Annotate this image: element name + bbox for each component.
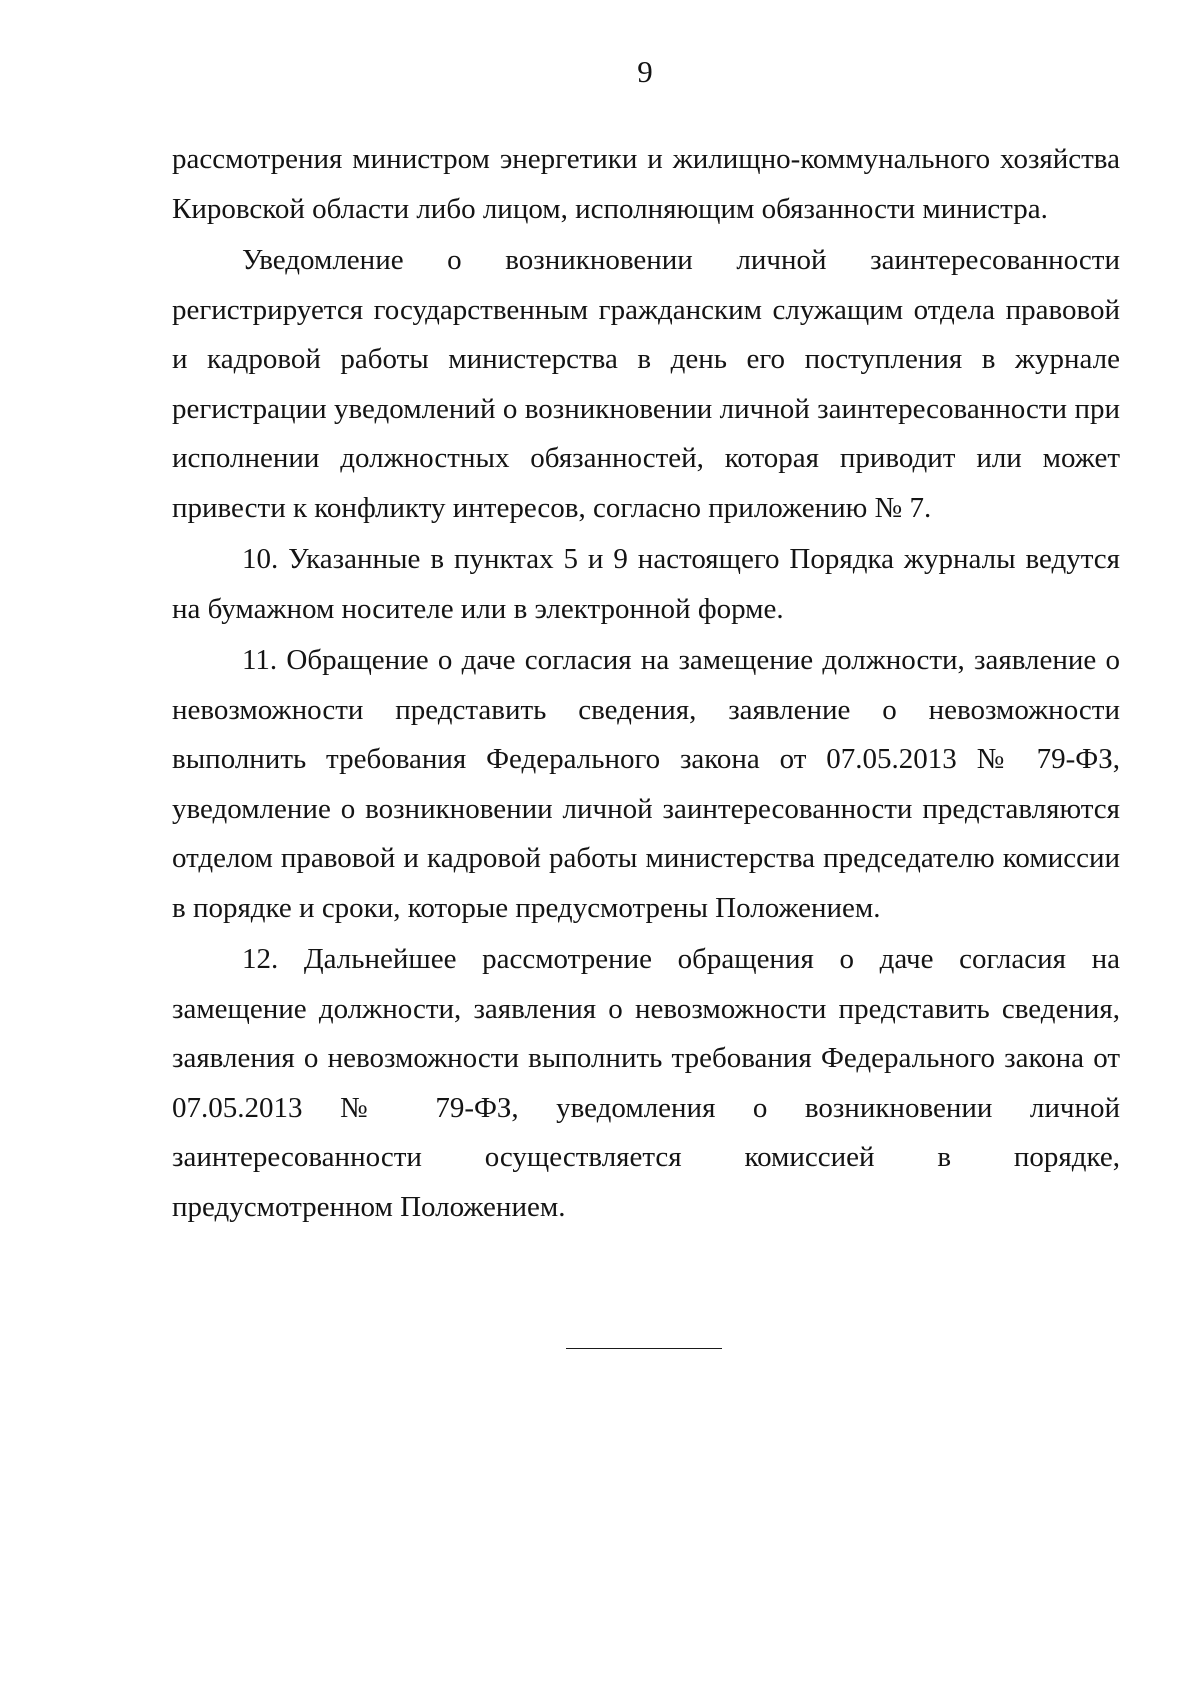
paragraph-item-12: 12. Дальнейшее рассмотрение обращения о даче согласия на замещение должности, заявления о невозможности представить сведения, заявления о невозможности выполнить требования Федерального закона от 07.05.2013 № 79-ФЗ, уведомления о возникновении личной заинтересованности осуществляется комиссией в порядке, предусмотренном Положением.: [172, 943, 1120, 1223]
page-number: 9: [637, 54, 653, 89]
paragraph-item-10: 10. Указанные в пунктах 5 и 9 настоящего Порядка журналы ведутся на бумажном носителе или в электронной форме.: [172, 543, 1120, 625]
paragraph-notification-registration: Уведомление о возникновении личной заинтересованности регистрируется государственным гражданским служащим отдела правовой и кадровой работы министерства в день его поступления в журнале регистрации уведомлений о возникновении личной заинтересованности при исполнении должностных обязанностей, которая приводит или может привести к конфликту интересов, согласно приложению № 7.: [172, 244, 1120, 524]
paragraph-continuation: рассмотрения министром энергетики и жилищно-коммунального хозяйства Кировской области либо лицом, исполняющим обязанности министра.: [172, 143, 1120, 225]
document-body: [172, 135, 1120, 1232]
paragraph-item-11: 11. Обращение о даче согласия на замещение должности, заявление о невозможности представить сведения, заявление о невозможности выполнить требования Федерального закона от 07.05.2013 № 79-ФЗ, уведомление о возникновении личной заинтересованности представляются отделом правовой и кадровой работы министерства председателю комиссии в порядке и сроки, которые предусмотрены Положением.: [172, 644, 1120, 924]
end-of-document-rule: [566, 1348, 722, 1349]
